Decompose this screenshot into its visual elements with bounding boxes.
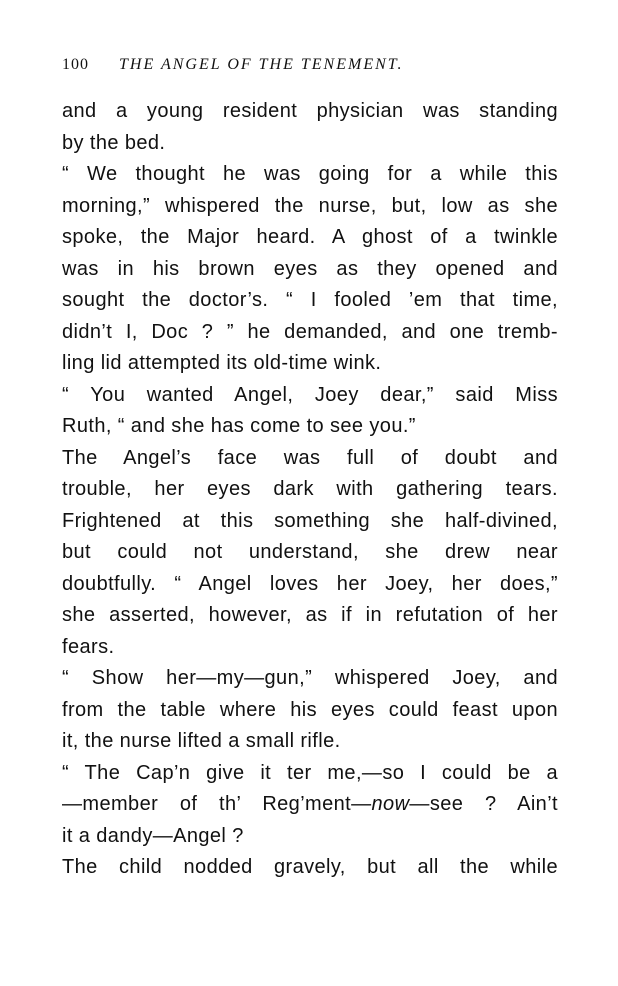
text-line: doubtfully. “ Angel loves her Joey, her does,”	[62, 572, 558, 595]
text-line: didn’t I, Doc ? ” he demanded, and one tremb-	[62, 320, 558, 343]
text-line: ling lid attempted its old-time wink.	[62, 352, 382, 374]
text-line: Frightened at this something she half-divined,	[62, 509, 558, 532]
running-header	[62, 56, 562, 74]
text-line: The Angel’s face was full of doubt and	[62, 446, 558, 469]
text-line	[62, 789, 558, 821]
text-segment: —member of th’ Reg’ment—	[62, 793, 372, 815]
text-line: Ruth, “ and she has come to see you.”	[62, 415, 416, 437]
text-line: and a young resident physician was standing	[62, 100, 558, 122]
text-line: sought the doctor’s. “ I fooled ’em that time,	[62, 289, 558, 311]
text-segment: —see ? Ain’t	[409, 793, 559, 815]
text-line: it, the nurse lifted a small rifle.	[62, 730, 341, 752]
text-line: “ We thought he was going for a while this	[62, 163, 558, 185]
text-line: The child nodded gravely, but all the while	[62, 856, 558, 878]
text-line: was in his brown eyes as they opened and	[62, 257, 558, 280]
text-line: it a dandy—Angel ?	[62, 824, 244, 847]
running-title: THE ANGEL OF THE TENEMENT.	[119, 56, 404, 73]
text-line: trouble, her eyes dark with gathering tears.	[62, 478, 558, 500]
text-line: “ The Cap’n give it ter me,—so I could be a	[62, 761, 558, 784]
text-line: by the bed.	[62, 131, 166, 154]
text-line: spoke, the Major heard. A ghost of a twinkle	[62, 226, 558, 248]
text-line: “ You wanted Angel, Joey dear,” said Miss	[62, 383, 558, 406]
body-text	[62, 96, 558, 884]
text-line: fears.	[62, 635, 115, 658]
text-line: but could not understand, she drew near	[62, 541, 558, 563]
text-line: from the table where his eyes could feast upon	[62, 698, 558, 721]
text-line: “ Show her—my—gun,” whispered Joey, and	[62, 667, 558, 689]
page-number: 100	[62, 56, 89, 73]
text-line: morning,” whispered the nurse, but, low as she	[62, 194, 558, 217]
text-line: she asserted, however, as if in refutation of her	[62, 604, 558, 626]
emphasized-word: now	[371, 793, 410, 815]
